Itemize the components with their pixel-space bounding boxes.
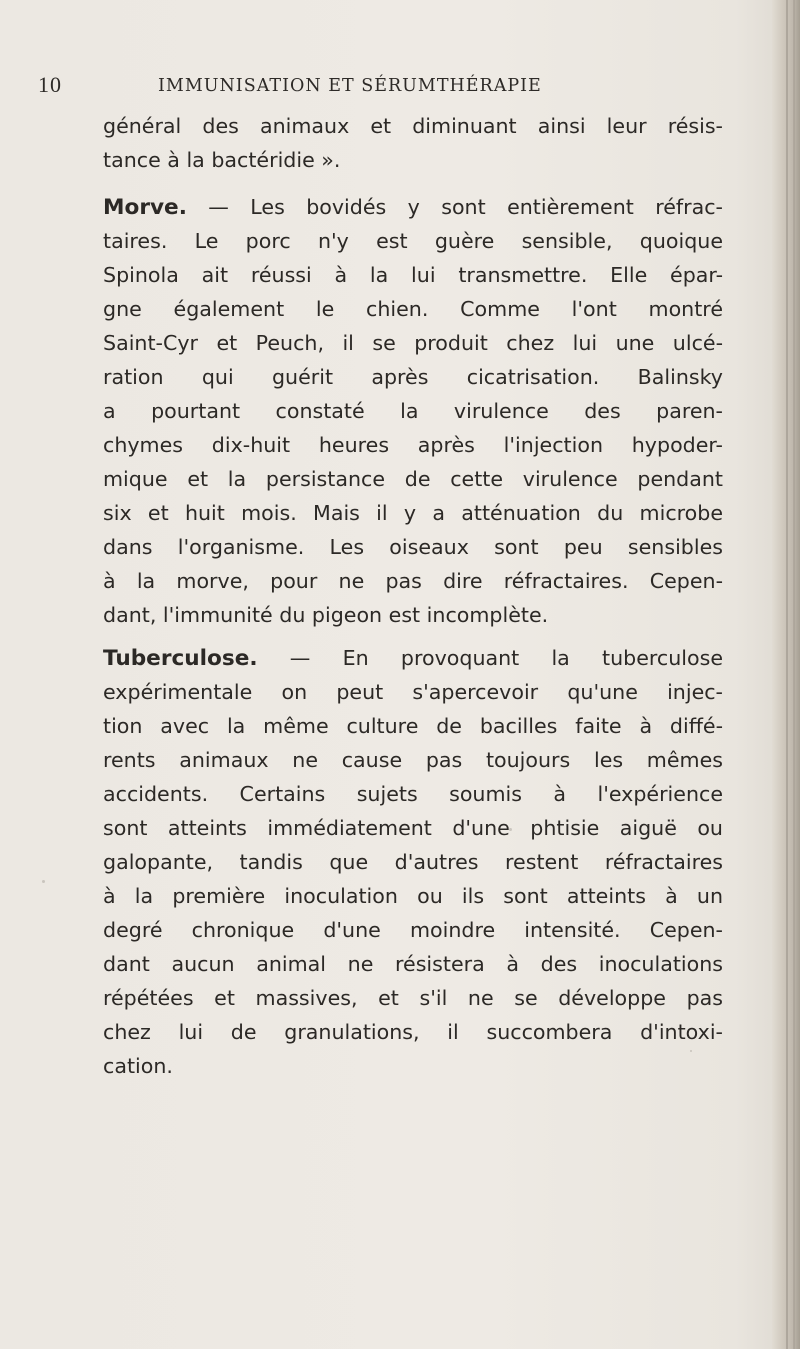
text-line: cation. bbox=[103, 1054, 173, 1078]
text-line: dant, l'immunité du pigeon est incomplète. bbox=[103, 603, 549, 627]
text-line: tion avec la même culture de bacilles faite à diffé- bbox=[103, 714, 723, 738]
page-edge-line bbox=[793, 0, 795, 1349]
text-line: degré chronique d'une moindre intensité. Cepen- bbox=[103, 918, 723, 942]
text-line: Spinola ait réussi à la lui transmettre. Elle épar- bbox=[103, 263, 723, 287]
paper-speck bbox=[690, 1050, 692, 1052]
text-line: répétées et massives, et s'il ne se développe pas bbox=[103, 986, 723, 1010]
text-line: taires. Le porc n'y est guère sensible, quoique bbox=[103, 229, 723, 253]
paragraph-gap bbox=[103, 632, 723, 641]
text-line: a pourtant constaté la virulence des paren- bbox=[103, 399, 723, 423]
text-line: mique et la persistance de cette virulence pendant bbox=[103, 467, 723, 491]
text-line: tance à la bactéridie ». bbox=[103, 148, 341, 172]
paper-speck bbox=[509, 828, 512, 831]
section-heading-tuberculose: Tuberculose. bbox=[103, 646, 258, 671]
paper-speck bbox=[42, 880, 45, 883]
body-text bbox=[103, 109, 723, 1083]
running-title: IMMUNISATION ET SÉRUMTHÉRAPIE bbox=[158, 76, 542, 96]
page-edge-line bbox=[786, 0, 788, 1349]
text-line: rents animaux ne cause pas toujours les mêmes bbox=[103, 748, 723, 772]
text-line: galopante, tandis que d'autres restent réfractaires bbox=[103, 850, 723, 874]
text-line: dans l'organisme. Les oiseaux sont peu sensibles bbox=[103, 535, 723, 559]
page-header bbox=[0, 72, 800, 102]
text-line: dant aucun animal ne résistera à des inoculations bbox=[103, 952, 723, 976]
text-line: à la première inoculation ou ils sont atteints à un bbox=[103, 884, 723, 908]
text-line: général des animaux et diminuant ainsi leur résis- bbox=[103, 114, 723, 138]
page-number: 10 bbox=[38, 72, 62, 97]
text-line: à la morve, pour ne pas dire réfractaires. Cepen- bbox=[103, 569, 723, 593]
text-line: chez lui de granulations, il succombera d'intoxi- bbox=[103, 1020, 723, 1044]
text-line: six et huit mois. Mais il y a atténuation du microbe bbox=[103, 501, 723, 525]
text-line: ration qui guérit après cicatrisation. Balinsky bbox=[103, 365, 723, 389]
text-span: — Les bovidés y sont entièrement réfrac- bbox=[186, 195, 723, 219]
text-line bbox=[103, 190, 723, 224]
paragraph-gap bbox=[103, 177, 723, 190]
section-heading-morve: Morve. bbox=[103, 195, 187, 220]
text-line: chymes dix-huit heures après l'injection hypoder- bbox=[103, 433, 723, 457]
text-line: sont atteints immédiatement d'une phtisie aiguë ou bbox=[103, 816, 723, 840]
text-line: Saint-Cyr et Peuch, il se produit chez lui une ulcé- bbox=[103, 331, 723, 355]
text-span: — En provoquant la tuberculose bbox=[257, 646, 723, 670]
text-line: expérimentale on peut s'apercevoir qu'une injec- bbox=[103, 680, 723, 704]
text-line bbox=[103, 641, 723, 675]
text-line: gne également le chien. Comme l'ont montré bbox=[103, 297, 723, 321]
text-line: accidents. Certains sujets soumis à l'expérience bbox=[103, 782, 723, 806]
